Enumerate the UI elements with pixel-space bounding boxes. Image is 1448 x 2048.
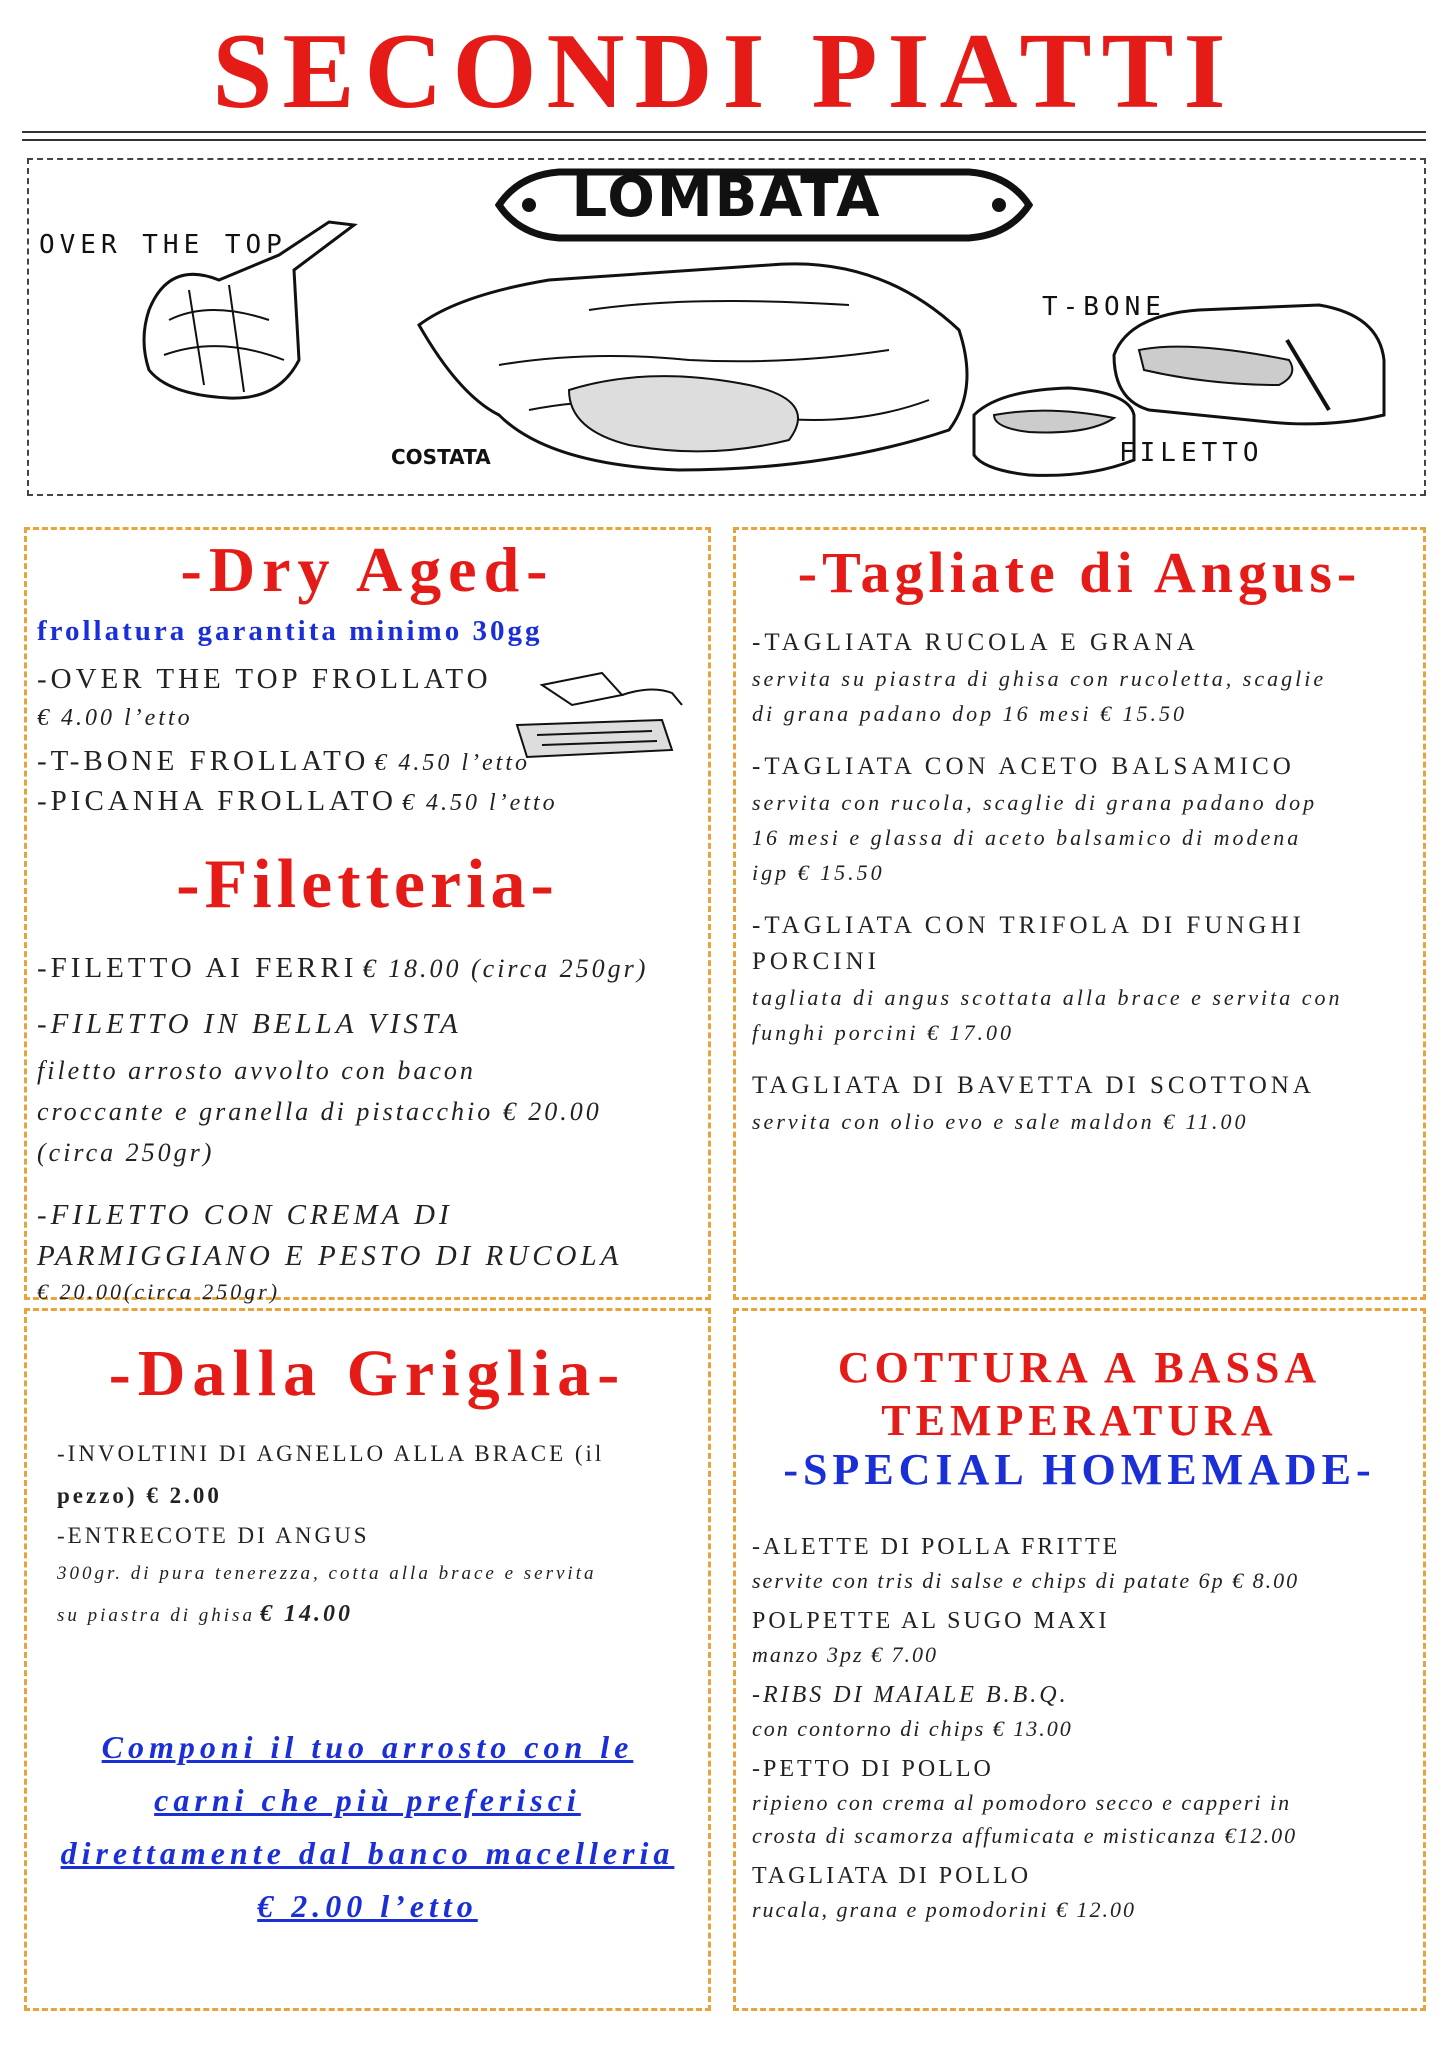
tagliata-desc: di grana padano dop 16 mesi € 15.50 (752, 701, 1187, 726)
costata-label: COSTATA (391, 445, 491, 469)
tagliata-desc: igp € 15.50 (752, 860, 885, 885)
cottura-item-desc: manzo 3pz € 7.00 (752, 1642, 939, 1667)
filetto-crema-name-line: PARMIGGIANO E PESTO DI RUCOLA (37, 1240, 623, 1272)
cottura-item-desc: ripieno con crema al pomodoro secco e capperi in (752, 1790, 1292, 1815)
entrecote-price: € 14.00 (260, 1601, 354, 1627)
cottura-item-desc: con contorno di chips € 13.00 (752, 1716, 1073, 1741)
dry-aged-heading: -Dry Aged- (180, 534, 555, 605)
filetto-label: FILETTO (1119, 438, 1264, 468)
tagliata-item (752, 749, 1417, 890)
cottura-box (733, 1308, 1426, 2011)
tbone-sketch (1114, 305, 1384, 424)
entrecote-desc-2 (57, 1601, 353, 1628)
cottura-item-desc: servite con tris di salse e chips di patate 6p € 8.00 (752, 1568, 1300, 1593)
filetto-bella-vista-name: -FILETTO IN BELLA VISTA (37, 1008, 462, 1040)
cottura-item-name: -RIBS DI MAIALE B.B.Q. (752, 1682, 1069, 1708)
arrosto-note-line: carni che più preferisci (154, 1782, 581, 1818)
tagliata-name: -TAGLIATA CON TRIFOLA DI FUNGHI (752, 912, 1305, 939)
cottura-item-name: -PETTO DI POLLO (752, 1756, 994, 1782)
cottura-item-name: POLPETTE AL SUGO MAXI (752, 1608, 1110, 1634)
tbone-label: T-BONE (1042, 292, 1166, 322)
dry-item-2-price: € 4.50 l’etto (374, 750, 531, 776)
arrosto-note (27, 1721, 708, 1933)
entrecote-desc-1: 300gr. di pura tenerezza, cotta alla brace e servita (57, 1563, 597, 1584)
dry-item-2 (37, 745, 530, 778)
tagliata-desc: servita con rucola, scaglie di grana padano dop (752, 790, 1318, 815)
arrosto-note-line: direttamente dal banco macelleria (60, 1835, 675, 1871)
cottura-item (752, 1753, 1417, 1852)
filetto-crema-price: € 20.00(circa 250gr) (37, 1279, 281, 1304)
tagliata-item (752, 625, 1417, 731)
involtini-price-line: pezzo) € 2.00 (57, 1483, 222, 1508)
tagliata-name: -TAGLIATA CON ACETO BALSAMICO (752, 753, 1295, 780)
filetto-bella-vista-desc-line: (circa 250gr) (37, 1138, 215, 1167)
filetto-sketch (974, 388, 1134, 475)
title-rule-bottom (22, 139, 1426, 141)
cottura-item (752, 1679, 1417, 1745)
costata-sketch (419, 264, 967, 470)
tagliata-desc: funghi porcini € 17.00 (752, 1020, 1014, 1045)
tagliata-desc: 16 mesi e glassa di aceto balsamico di modena (752, 825, 1302, 850)
arrosto-note-line: Componi il tuo arrosto con le (101, 1729, 634, 1765)
dry-item-1-name: -OVER THE TOP FROLLATO (37, 663, 492, 695)
tagliata-name: -TAGLIATA RUCOLA E GRANA (752, 629, 1199, 656)
tagliate-box (733, 527, 1426, 1300)
cottura-heading-line: COTTURA A BASSA (837, 1343, 1322, 1392)
dry-item-2-name: -T-BONE FROLLATO (37, 745, 370, 777)
filetto-crema-name-line: -FILETTO CON CREMA DI (37, 1199, 453, 1231)
entrecote-name: -ENTRECOTE DI ANGUS (57, 1523, 370, 1548)
butcher-sketch (512, 665, 692, 765)
dry-item-1-price: € 4.00 l’etto (37, 705, 193, 731)
arrosto-note-line: € 2.00 l’etto (257, 1888, 478, 1924)
tagliata-desc: servita su piastra di ghisa con rucoletta, scaglie (752, 666, 1327, 691)
special-homemade-heading: -SPECIAL HOMEMADE- (783, 1445, 1376, 1494)
cottura-item-desc: crosta di scamorza affumicata e misticanza €12.00 (752, 1823, 1298, 1848)
dry-item-3-price: € 4.50 l’etto (402, 790, 558, 816)
title-rule-top (22, 131, 1426, 133)
dry-item-3 (37, 785, 558, 818)
filetto-ferri-name: -FILETTO AI FERRI (37, 952, 358, 984)
filetto-ferri (37, 952, 648, 985)
tagliata-name: PORCINI (752, 948, 881, 975)
tagliate-list (752, 625, 1417, 1139)
cottura-item (752, 1605, 1417, 1671)
griglia-box (24, 1308, 711, 2011)
filetto-ferri-price: € 18.00 (circa 250gr) (362, 954, 649, 983)
cottura-list (752, 1531, 1417, 1926)
dry-aged-filetteria-box (24, 527, 711, 1304)
tagliata-desc: servita con olio evo e sale maldon € 11.00 (752, 1109, 1249, 1134)
cottura-item-name: -ALETTE DI POLLA FRITTE (752, 1534, 1121, 1560)
filetto-bella-vista-desc-line: croccante e granella di pistacchio € 20.00 (37, 1097, 602, 1126)
cottura-item-name: TAGLIATA DI POLLO (752, 1863, 1032, 1889)
dry-item-3-name: -PICANHA FROLLATO (37, 785, 397, 817)
page-title: SECONDI PIATTI (212, 12, 1236, 131)
tagliata-item (752, 1068, 1417, 1139)
filetteria-heading: -Filetteria- (176, 846, 559, 923)
cottura-item-desc: rucala, grana e pomodorini € 12.00 (752, 1897, 1136, 1922)
tagliata-item (752, 908, 1417, 1050)
tagliate-heading: -Tagliate di Angus- (797, 540, 1362, 605)
involtini-name: -INVOLTINI DI AGNELLO ALLA BRACE (il (57, 1441, 605, 1466)
tagliata-name: TAGLIATA DI BAVETTA DI SCOTTONA (752, 1072, 1315, 1099)
over-the-top-label: OVER THE TOP (39, 230, 287, 260)
filetto-bella-vista-desc (37, 1050, 602, 1173)
cottura-item (752, 1531, 1417, 1597)
dry-aged-subtitle: frollatura garantita minimo 30gg (37, 615, 543, 647)
tagliata-desc: tagliata di angus scottata alla brace e servita con (752, 985, 1343, 1010)
filetto-crema-name (37, 1195, 622, 1277)
cottura-heading (736, 1341, 1423, 1447)
lombata-label: LOMBATA (571, 165, 882, 230)
lombata-banner (27, 158, 1426, 496)
cottura-item (752, 1860, 1417, 1926)
entrecote-desc-2-text: su piastra di ghisa (57, 1605, 255, 1626)
filetto-bella-vista-desc-line: filetto arrosto avvolto con bacon (37, 1056, 476, 1085)
cottura-heading-line: TEMPERATURA (881, 1396, 1278, 1445)
griglia-heading: -Dalla Griglia- (108, 1337, 627, 1410)
